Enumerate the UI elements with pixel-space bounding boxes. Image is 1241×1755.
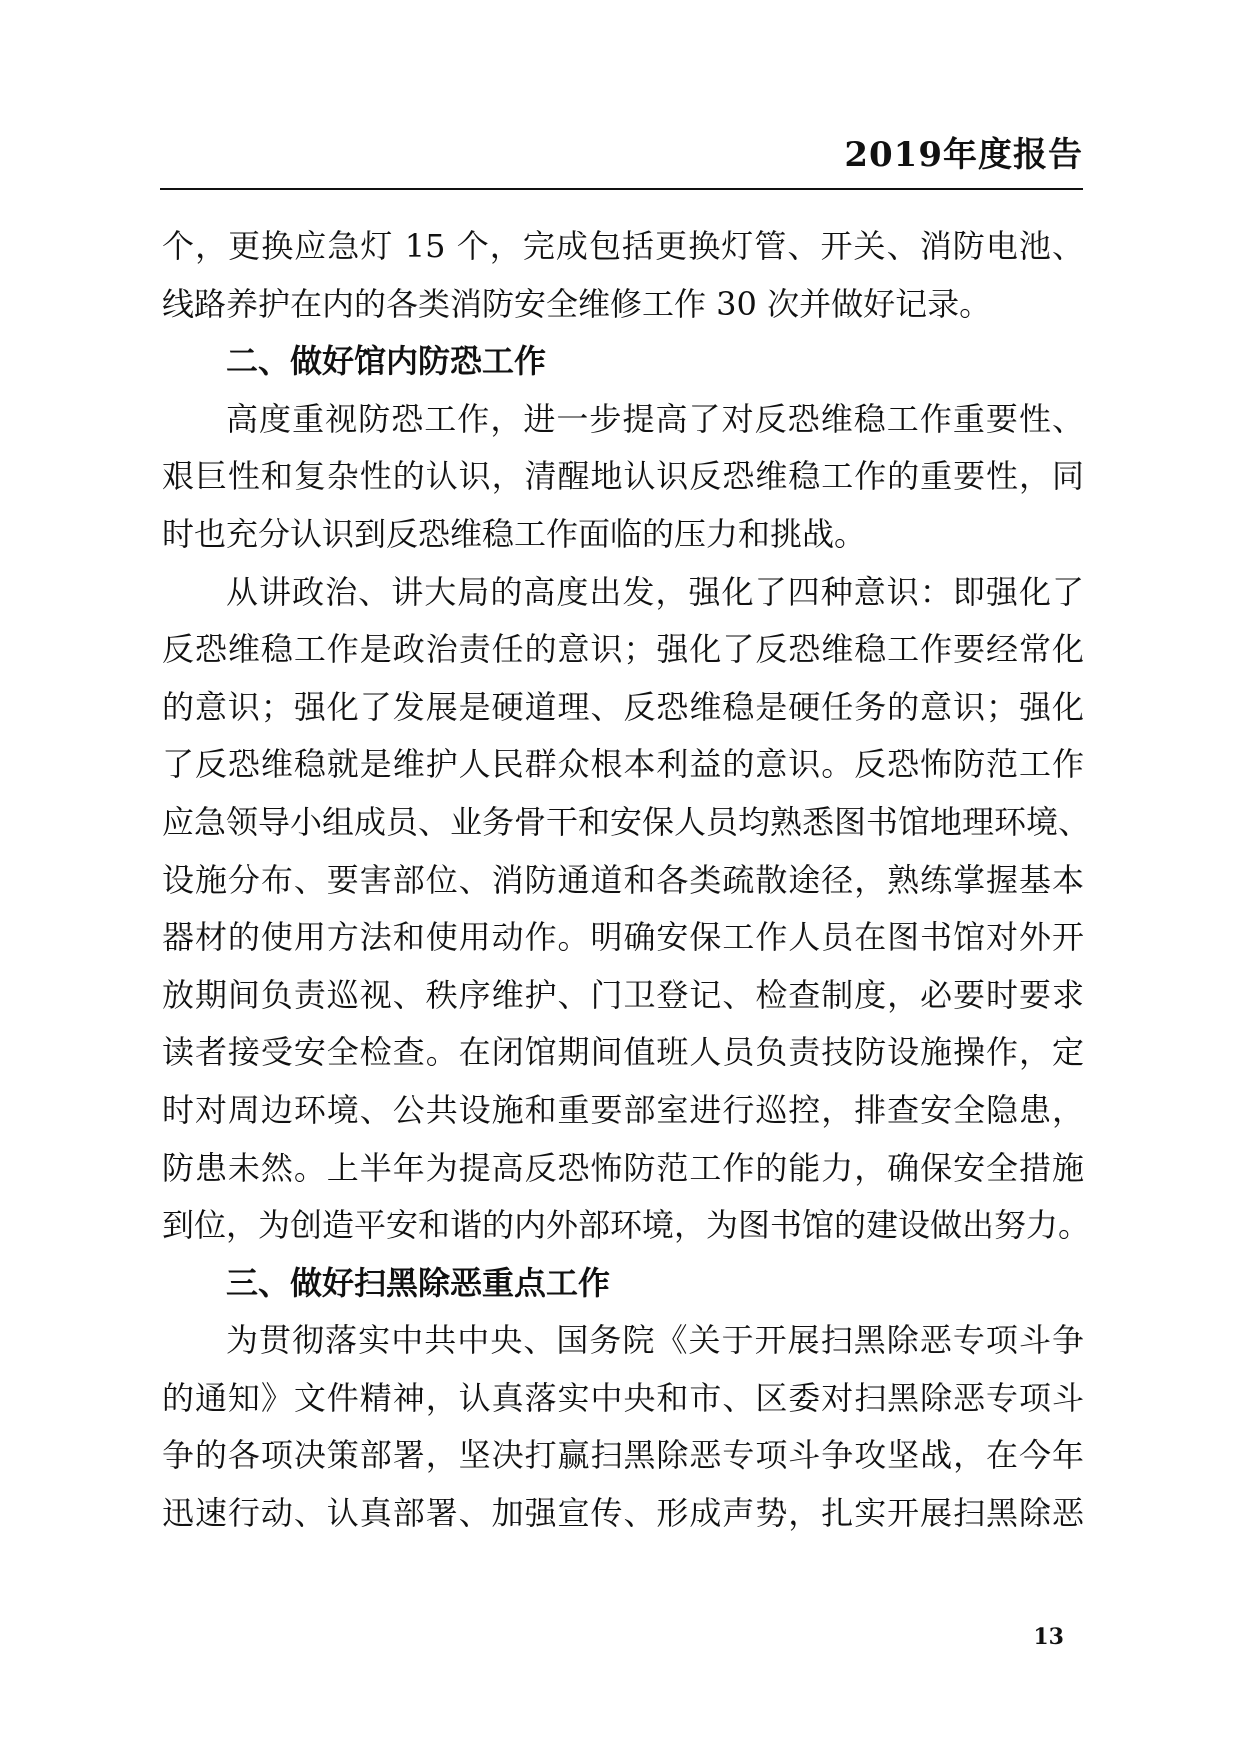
body-line: 时也充分认识到反恐维稳工作面临的压力和挑战。: [162, 514, 867, 553]
section-heading-counter-terrorism: 二、做好馆内防恐工作: [226, 342, 547, 381]
body-line: 为贯彻落实中共中央、国务院《关于开展扫黑除恶专项斗争: [226, 1321, 1084, 1360]
section-heading-anti-crime: 三、做好扫黑除恶重点工作: [226, 1263, 611, 1302]
body-line: 设施分布、要害部位、消防通道和各类疏散途径，熟练掌握基本: [162, 860, 1084, 899]
body-line: 争的各项决策部署，坚决打赢扫黑除恶专项斗争攻坚战，在今年: [162, 1436, 1084, 1475]
body-line: 放期间负责巡视、秩序维护、门卫登记、检查制度，必要时要求: [162, 975, 1084, 1014]
body-line: 器材的使用方法和使用动作。明确安保工作人员在图书馆对外开: [162, 918, 1084, 957]
body-line: 反恐维稳工作是政治责任的意识；强化了反恐维稳工作要经常化: [162, 630, 1084, 669]
body-line: 的通知》文件精神，认真落实中央和市、区委对扫黑除恶专项斗: [162, 1378, 1084, 1417]
body-line: 高度重视防恐工作，进一步提高了对反恐维稳工作重要性、: [226, 399, 1084, 438]
report-header-title: 2019年度报告: [844, 135, 1083, 175]
body-line: 了反恐维稳就是维护人民群众根本利益的意识。反恐怖防范工作: [162, 745, 1084, 784]
body-line: 艰巨性和复杂性的认识，清醒地认识反恐维稳工作的重要性，同: [162, 457, 1084, 496]
body-line: 从讲政治、讲大局的高度出发，强化了四种意识：即强化了: [226, 572, 1084, 611]
body-line: 到位，为创造平安和谐的内外部环境，为图书馆的建设做出努力。: [162, 1206, 1091, 1245]
body-line: 防患未然。上半年为提高反恐怖防范工作的能力，确保安全措施: [162, 1148, 1084, 1187]
body-line: 线路养护在内的各类消防安全维修工作 30 次并做好记录。: [162, 284, 992, 323]
body-line: 的意识；强化了发展是硬道理、反恐维稳是硬任务的意识；强化: [162, 687, 1084, 726]
page-number: 13: [1033, 1624, 1064, 1650]
body-line: 应急领导小组成员、业务骨干和安保人员均熟悉图书馆地理环境、: [162, 802, 1091, 841]
body-line: 读者接受安全检查。在闭馆期间值班人员负责技防设施操作，定: [162, 1033, 1084, 1072]
body-line: 时对周边环境、公共设施和重要部室进行巡控，排查安全隐患，: [162, 1090, 1084, 1129]
body-text: [162, 218, 1091, 1543]
body-line: 迅速行动、认真部署、加强宣传、形成声势，扎实开展扫黑除恶: [162, 1494, 1084, 1533]
header-rule: [160, 188, 1083, 190]
body-line: 个，更换应急灯 15 个，完成包括更换灯管、开关、消防电池、: [162, 227, 1084, 265]
